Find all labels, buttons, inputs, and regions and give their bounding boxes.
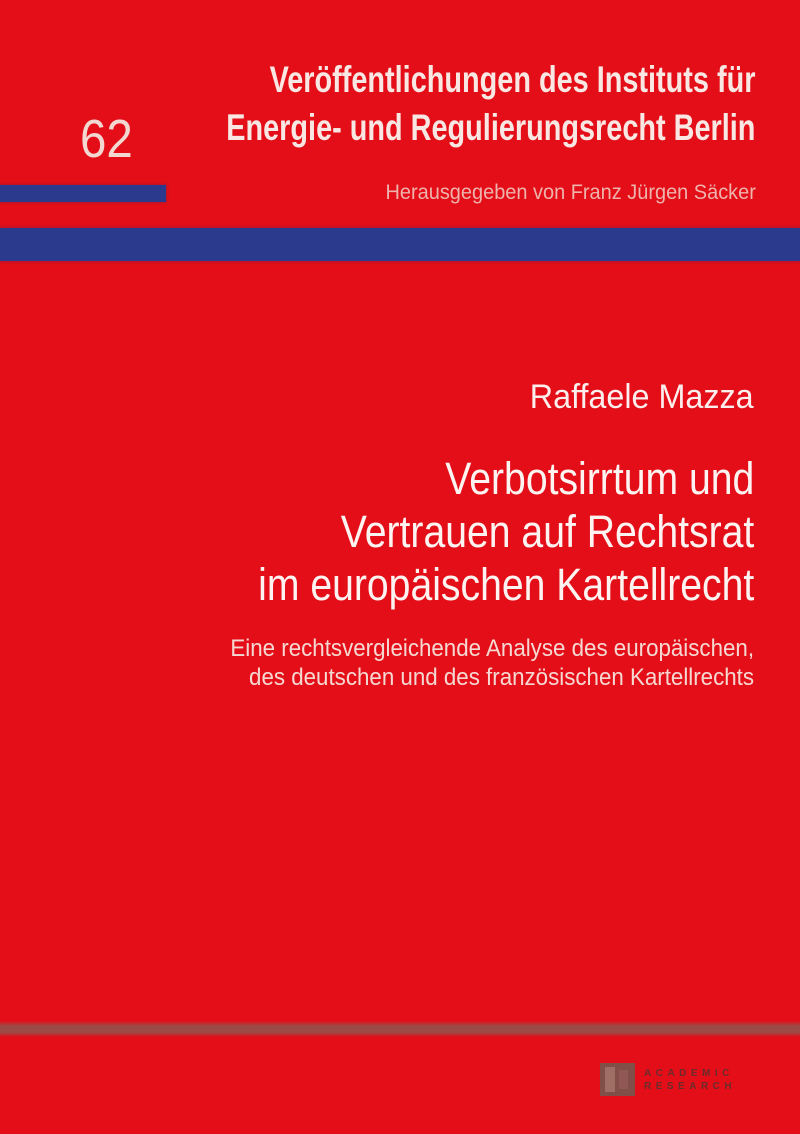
publisher-logo-text-line-2: RESEARCH	[644, 1081, 737, 1092]
publisher-logo-text-line-1: ACADEMIC	[644, 1068, 734, 1079]
author-name: Raffaele Mazza	[530, 378, 754, 416]
logo-mark	[619, 1070, 628, 1089]
book-subtitle	[230, 634, 754, 692]
bottom-stripe	[0, 1021, 800, 1037]
book-title-line-1: Verbotsirrtum und	[445, 453, 754, 504]
publisher-logo-text	[644, 1067, 736, 1093]
peter-lang-academic-research-logo-icon	[600, 1063, 635, 1096]
blue-bar-short	[0, 185, 166, 202]
book-title-line-2: Vertrauen auf Rechtsrat	[340, 506, 754, 557]
series-title-line-2: Energie- und Regulierungsrecht Berlin	[225, 107, 755, 148]
blue-bar-full	[0, 228, 800, 261]
series-title	[226, 56, 755, 152]
logo-mark	[605, 1067, 615, 1092]
editor-line: Herausgegeben von Franz Jürgen Säcker	[385, 181, 756, 204]
book-title	[258, 452, 754, 611]
book-title-line-3: im europäischen Kartellrecht	[257, 559, 754, 610]
book-subtitle-line-1: Eine rechtsvergleichende Analyse des europäischen,	[230, 635, 754, 662]
publisher-logo	[600, 1063, 760, 1099]
book-subtitle-line-2: des deutschen und des französischen Kartellrechts	[249, 664, 754, 691]
series-number: 62	[80, 109, 133, 169]
series-title-line-1: Veröffentlichungen des Instituts für	[269, 59, 755, 100]
